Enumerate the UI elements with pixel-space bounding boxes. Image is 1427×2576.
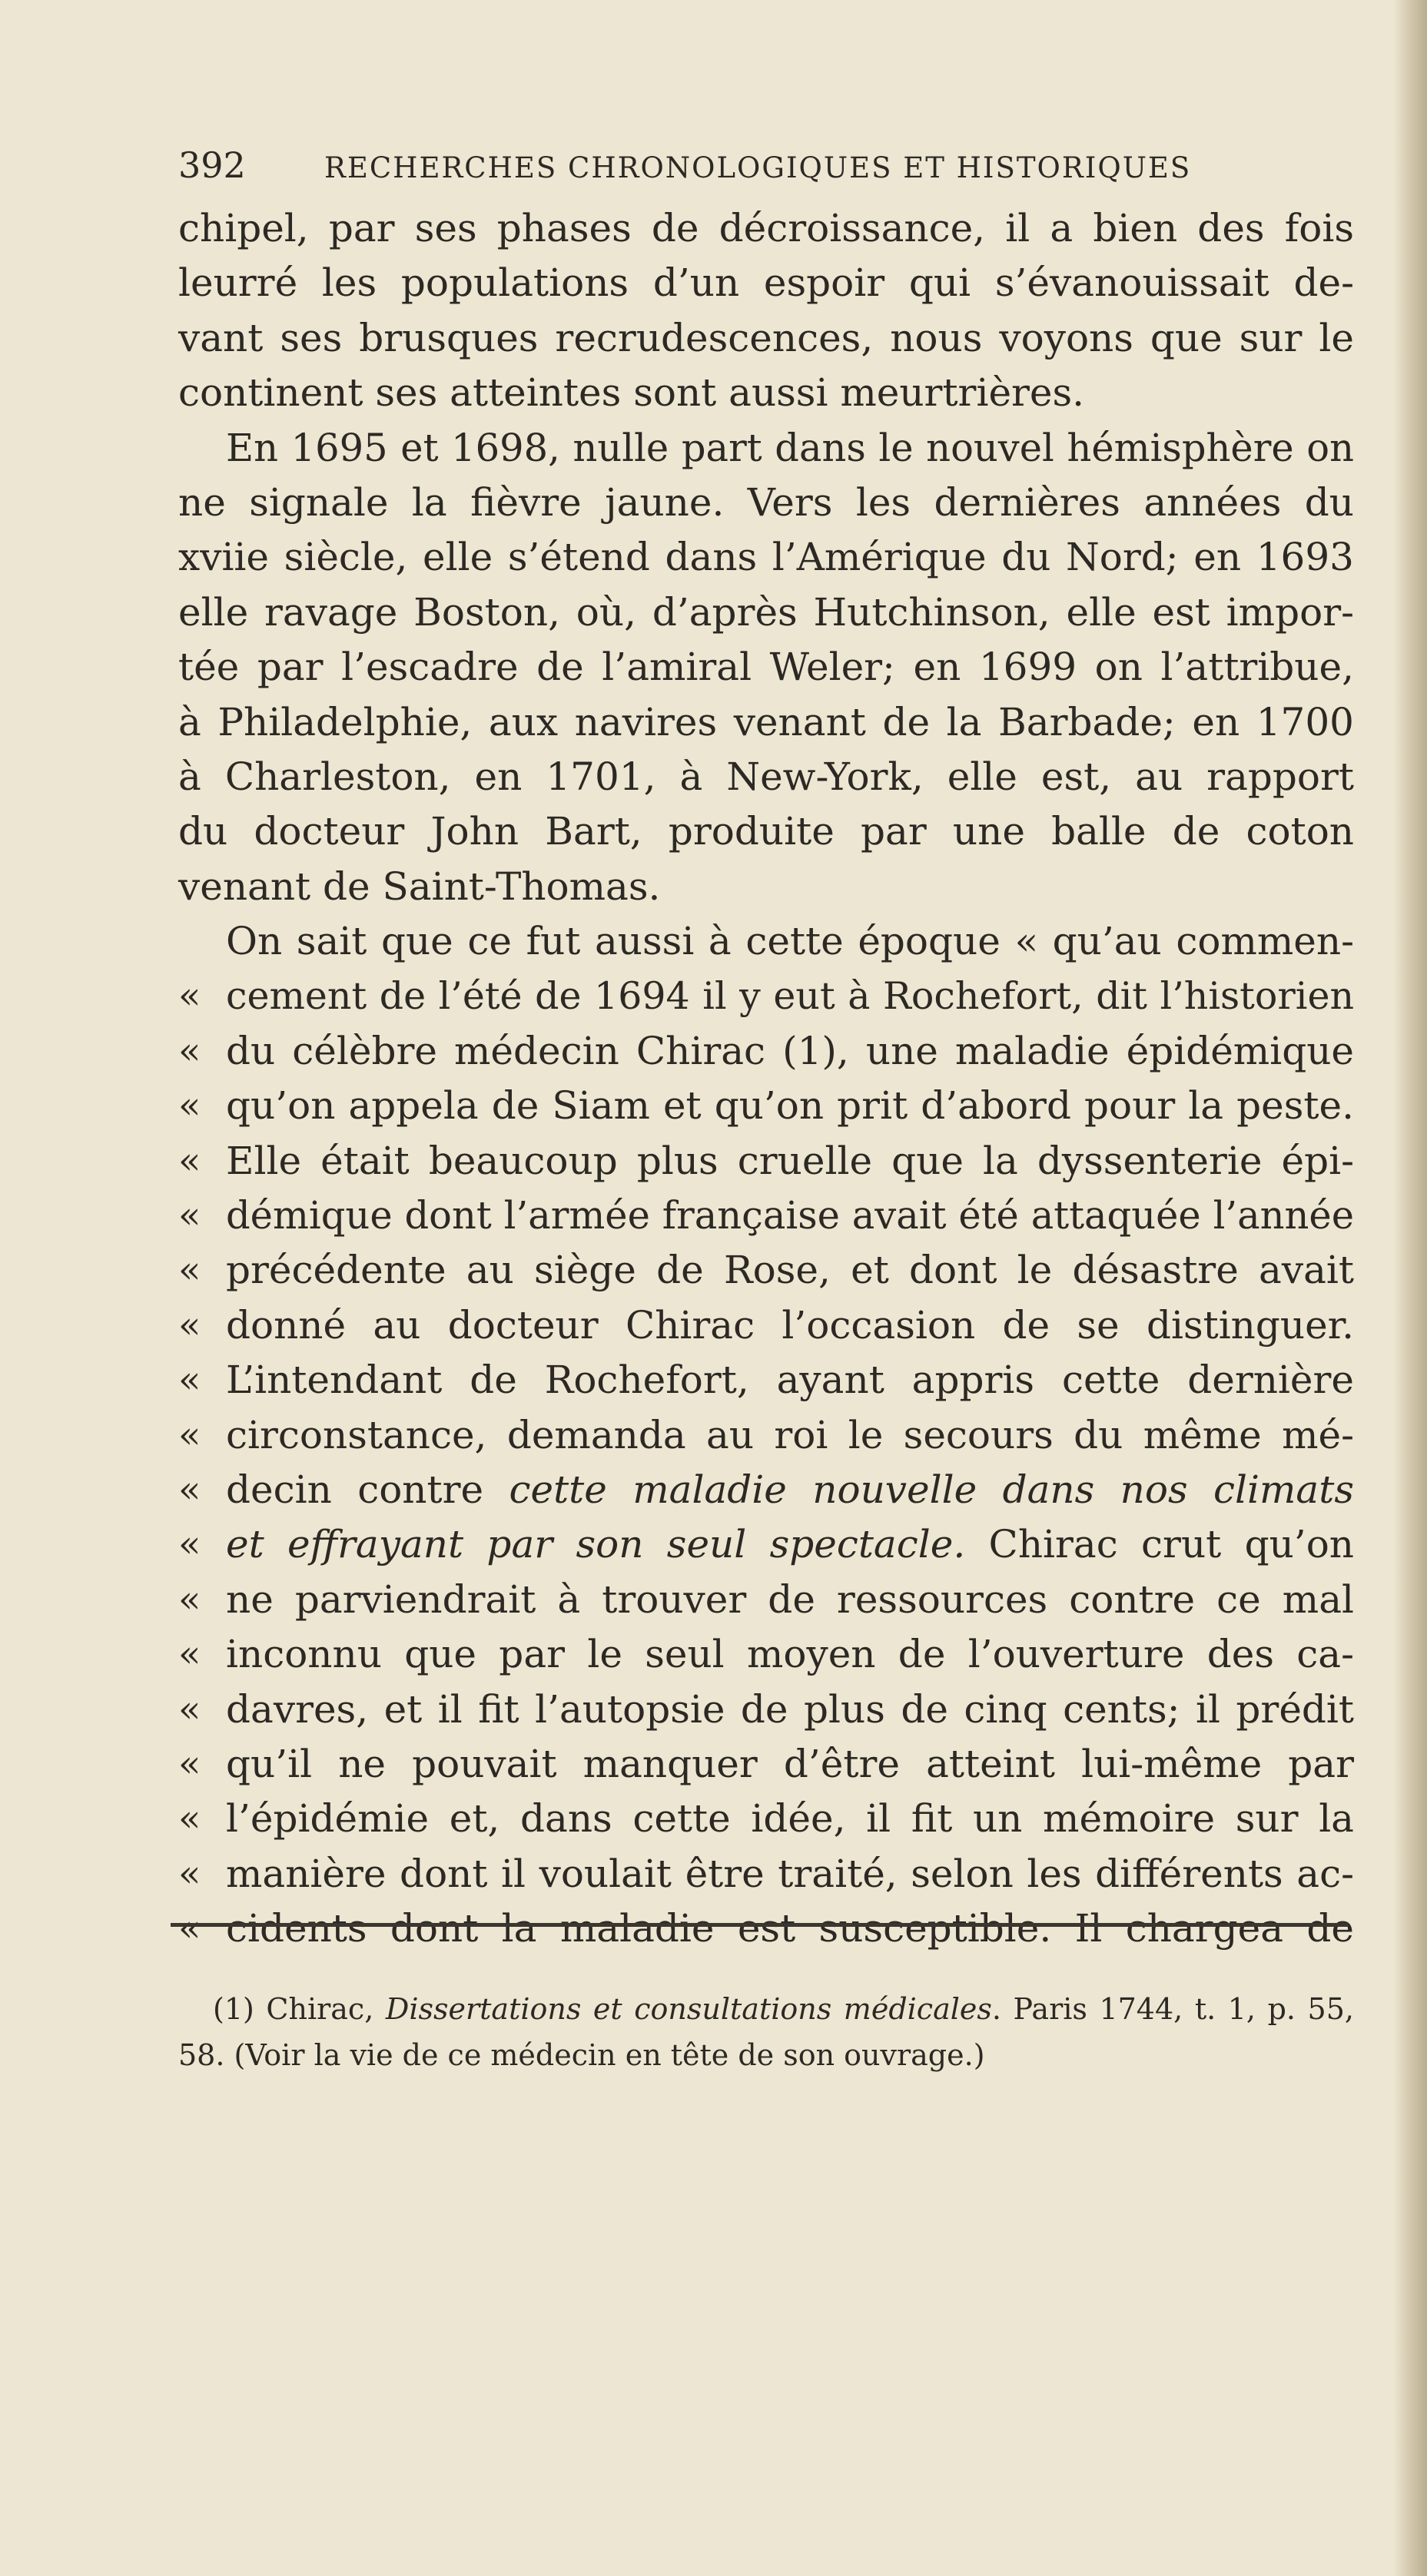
guillemet: « — [178, 1523, 201, 1566]
quote-text: précédente au siège de Rose, et dont le désastre avait — [226, 1248, 1354, 1293]
quote-line — [178, 1353, 1354, 1407]
footnote — [178, 1986, 1354, 2078]
quote-italic: et effrayant par son seul spectacle. — [226, 1522, 966, 1567]
quote-text: cidents dont la maladie est susceptible. Il chargea de — [226, 1906, 1354, 1951]
quote-text: L’intendant de Rochefort, ayant appris cette dernière — [226, 1358, 1354, 1403]
guillemet: « — [178, 1413, 201, 1457]
guillemet: « — [178, 1358, 201, 1402]
text-line: chipel, par ses phases de décroissance, il a bien des fois — [178, 206, 1354, 250]
quote-text: davres, et il fit l’autopsie de plus de cinq cents; il prédit — [226, 1686, 1354, 1732]
footnote-title: Dissertations et consultations médicales — [385, 1992, 992, 2026]
quote-line — [178, 1079, 1354, 1133]
quote-line — [178, 1189, 1354, 1243]
footnote-reference: . Paris 1744, t. 1, p. 55, — [991, 1992, 1354, 2026]
text-line: venant de Saint-Thomas. — [178, 864, 661, 909]
quote-line — [178, 1517, 1354, 1572]
guillemet: « — [178, 1577, 201, 1621]
guillemet: « — [178, 1194, 201, 1238]
quote-text: manière dont il voulait être traité, selon les différents ac- — [226, 1851, 1354, 1896]
text-line: du docteur John Bart, produite par une balle de coton — [178, 809, 1354, 854]
quote-text: cement de l’été de 1694 il y eut à Rochefort, dit l’historien — [226, 974, 1354, 1019]
footnote-line: 58. (Voir la vie de ce médecin en tête de son ouvrage.) — [178, 2038, 985, 2072]
quote-line — [178, 1627, 1354, 1682]
guillemet: « — [178, 1467, 201, 1511]
quote-text: Elle était beaucoup plus cruelle que la dyssenterie épi- — [226, 1138, 1354, 1183]
quote-line — [178, 1024, 1354, 1079]
guillemet: « — [178, 1633, 201, 1676]
quote-text: qu’on appela de Siam et qu’on prit d’abord pour la peste. — [226, 1083, 1354, 1129]
guillemet: « — [178, 1084, 201, 1128]
quote-text: qu’il ne pouvait manquer d’être atteint lui-même par — [226, 1741, 1354, 1786]
text-line: vant ses brusques recrudescences, nous voyons que sur le — [178, 315, 1354, 360]
text-line: tée par l’escadre de l’amiral Weler; en 1699 on l’attribue, — [178, 645, 1354, 690]
text-line: On sait que ce fut aussi à cette époque « qu’au commen- — [226, 919, 1354, 964]
quote-line — [178, 1134, 1354, 1189]
text-line: à Charleston, en 1701, à New-York, elle est, au rapport — [178, 754, 1354, 799]
quote-line — [178, 1901, 1354, 1956]
running-title: RECHERCHES CHRONOLOGIQUES ET HISTORIQUES — [324, 151, 1192, 184]
quote-italic: cette maladie nouvelle dans nos climats — [509, 1467, 1354, 1512]
guillemet: « — [178, 1852, 201, 1895]
text-line: continent ses atteintes sont aussi meurtrières. — [178, 370, 1085, 416]
quote-line — [178, 1408, 1354, 1463]
quote-line — [178, 1463, 1354, 1517]
page-edge-shadow — [1393, 0, 1427, 2576]
quote-line — [178, 1737, 1354, 1792]
footnote-rule — [171, 1923, 1349, 1927]
quote-text: l’épidémie et, dans cette idée, il fit un mémoire sur la — [226, 1796, 1354, 1842]
quote-line — [178, 1298, 1354, 1353]
page-header — [178, 144, 1354, 186]
quote-line — [178, 1792, 1354, 1846]
quote-line — [178, 1243, 1354, 1298]
quote-line — [178, 969, 1354, 1023]
quote-line — [178, 1683, 1354, 1737]
guillemet: « — [178, 1907, 201, 1951]
footnote-marker: (1) Chirac, — [213, 1992, 386, 2026]
quote-text: donné au docteur Chirac l’occasion de se distinguer. — [226, 1302, 1354, 1348]
guillemet: « — [178, 1029, 201, 1073]
text-line: elle ravage Boston, où, d’après Hutchinson, elle est impor- — [178, 589, 1354, 635]
guillemet: « — [178, 974, 201, 1018]
quote-line — [178, 1573, 1354, 1627]
quote-line — [178, 1847, 1354, 1901]
quote-text: circonstance, demanda au roi le secours du même mé- — [226, 1412, 1354, 1457]
quote-text: decin contre — [226, 1467, 509, 1512]
page-number: 392 — [178, 144, 246, 186]
text-line: ne signale la fièvre jaune. Vers les dernières années du — [178, 479, 1354, 525]
guillemet: « — [178, 1797, 201, 1841]
quote-text: ne parviendrait à trouver de ressources contre ce mal — [226, 1576, 1354, 1622]
guillemet: « — [178, 1742, 201, 1785]
guillemet: « — [178, 1687, 201, 1731]
quote-text: Chirac crut qu’on — [965, 1522, 1354, 1567]
text-line: leurré les populations d’un espoir qui s’évanouissait de- — [178, 260, 1354, 306]
footnote-line — [178, 1986, 1354, 2032]
guillemet: « — [178, 1139, 201, 1182]
text-line: En 1695 et 1698, nulle part dans le nouvel hémisphère on — [226, 425, 1354, 470]
quote-text: inconnu que par le seul moyen de l’ouverture des ca- — [226, 1632, 1354, 1677]
text-line: xviie siècle, elle s’étend dans l’Amérique du Nord; en 1693 — [178, 535, 1354, 580]
text-line: à Philadelphie, aux navires venant de la Barbade; en 1700 — [178, 699, 1354, 744]
guillemet: « — [178, 1248, 201, 1292]
quote-text: du célèbre médecin Chirac (1), une maladie épidémique — [226, 1028, 1354, 1073]
main-text — [178, 201, 1354, 1957]
guillemet: « — [178, 1303, 201, 1347]
quote-text: démique dont l’armée française avait été attaquée l’année — [226, 1193, 1354, 1238]
